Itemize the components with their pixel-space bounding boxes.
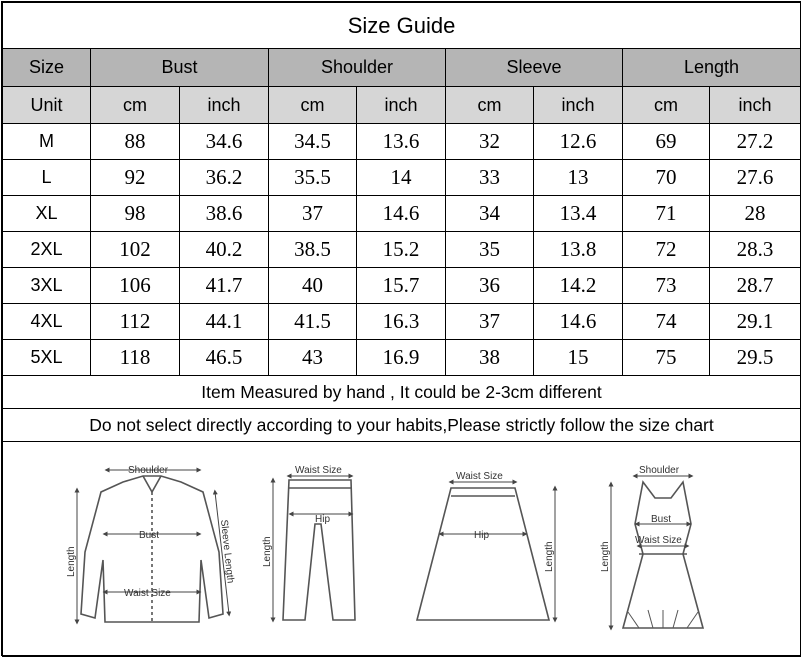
table-cell: 70: [623, 160, 710, 196]
table-cell: 33: [446, 160, 534, 196]
table-cell: 43: [269, 340, 357, 376]
table-cell: 14: [357, 160, 446, 196]
pants-diagram: [273, 476, 355, 620]
advice-note: Do not select directly according to your habits,Please strictly follow the size chart: [3, 409, 801, 442]
table-cell: 44.1: [180, 304, 269, 340]
table-row: [3, 232, 801, 268]
table-cell: 29.1: [710, 304, 801, 340]
diagram-row: [3, 442, 801, 657]
table-cell: 88: [91, 124, 180, 160]
size-label: M: [3, 124, 91, 160]
dress-diagram: [611, 476, 703, 628]
shirt-diagram: [77, 470, 229, 622]
unit-header: Unit: [3, 87, 91, 124]
table-cell: 72: [623, 232, 710, 268]
dress-waist-label: Waist Size: [635, 535, 682, 546]
table-cell: 16.9: [357, 340, 446, 376]
table-cell: 29.5: [710, 340, 801, 376]
skirt-waist-label: Waist Size: [456, 471, 503, 482]
table-cell: 34.5: [269, 124, 357, 160]
table-cell: 106: [91, 268, 180, 304]
table-cell: 27.6: [710, 160, 801, 196]
table-cell: 112: [91, 304, 180, 340]
table-cell: 14.6: [534, 304, 623, 340]
size-label: 5XL: [3, 340, 91, 376]
table-cell: 37: [446, 304, 534, 340]
unit-cell: cm: [623, 87, 710, 124]
diagrams-svg: [3, 442, 801, 656]
table-cell: 27.2: [710, 124, 801, 160]
advice-note-row: [3, 409, 801, 442]
table-cell: 36: [446, 268, 534, 304]
shirt-shoulder-label: Shoulder: [128, 465, 169, 476]
table-cell: 35: [446, 232, 534, 268]
measure-note: Item Measured by hand , It could be 2-3cm different: [3, 376, 801, 409]
measure-note-row: [3, 376, 801, 409]
table-cell: 13.4: [534, 196, 623, 232]
table-cell: 13.8: [534, 232, 623, 268]
pants-length-label: Length: [262, 536, 273, 567]
skirt-hip-label: Hip: [474, 530, 490, 541]
table-cell: 35.5: [269, 160, 357, 196]
table-cell: 13: [534, 160, 623, 196]
table-cell: 102: [91, 232, 180, 268]
unit-cell: cm: [91, 87, 180, 124]
table-cell: 74: [623, 304, 710, 340]
shirt-waist-label: Waist Size: [124, 588, 171, 599]
table-cell: 40: [269, 268, 357, 304]
table-cell: 12.6: [534, 124, 623, 160]
table-cell: 73: [623, 268, 710, 304]
table-cell: 13.6: [357, 124, 446, 160]
table-cell: 75: [623, 340, 710, 376]
sleeve-header: Sleeve: [446, 49, 623, 87]
table-cell: 98: [91, 196, 180, 232]
dress-bust-label: Bust: [651, 514, 672, 525]
page-title: Size Guide: [3, 3, 801, 49]
table-cell: 36.2: [180, 160, 269, 196]
shirt-bust-label: Bust: [139, 530, 160, 541]
table-row: [3, 160, 801, 196]
table-row: [3, 340, 801, 376]
size-label: 3XL: [3, 268, 91, 304]
unit-cell: inch: [710, 87, 801, 124]
table-cell: 34: [446, 196, 534, 232]
table-cell: 28.7: [710, 268, 801, 304]
pants-hip-label: Hip: [315, 514, 331, 525]
table-cell: 69: [623, 124, 710, 160]
table-cell: 37: [269, 196, 357, 232]
header-row: [3, 49, 801, 87]
table-cell: 41.5: [269, 304, 357, 340]
unit-cell: inch: [357, 87, 446, 124]
table-cell: 14.2: [534, 268, 623, 304]
size-label: XL: [3, 196, 91, 232]
table-row: [3, 268, 801, 304]
table-cell: 38: [446, 340, 534, 376]
table-cell: 34.6: [180, 124, 269, 160]
size-label: L: [3, 160, 91, 196]
table-cell: 38.6: [180, 196, 269, 232]
table-cell: 118: [91, 340, 180, 376]
length-header: Length: [623, 49, 801, 87]
bust-header: Bust: [91, 49, 269, 87]
table-cell: 28.3: [710, 232, 801, 268]
table-row: [3, 196, 801, 232]
unit-cell: cm: [269, 87, 357, 124]
size-table: [2, 2, 801, 657]
size-header: Size: [3, 49, 91, 87]
table-cell: 92: [91, 160, 180, 196]
table-cell: 15.7: [357, 268, 446, 304]
unit-cell: cm: [446, 87, 534, 124]
unit-cell: inch: [180, 87, 269, 124]
dress-length-label: Length: [600, 541, 611, 572]
table-cell: 40.2: [180, 232, 269, 268]
unit-cell: inch: [534, 87, 623, 124]
measurement-diagrams: [3, 442, 800, 656]
pants-waist-label: Waist Size: [295, 465, 342, 476]
shirt-length-label: Length: [66, 546, 77, 577]
dress-shoulder-label: Shoulder: [639, 465, 680, 476]
table-cell: 41.7: [180, 268, 269, 304]
diagram-cell: [3, 442, 801, 657]
table-cell: 32: [446, 124, 534, 160]
table-row: [3, 124, 801, 160]
size-guide-sheet: [1, 1, 801, 656]
table-cell: 71: [623, 196, 710, 232]
size-label: 4XL: [3, 304, 91, 340]
table-cell: 46.5: [180, 340, 269, 376]
table-cell: 38.5: [269, 232, 357, 268]
table-cell: 16.3: [357, 304, 446, 340]
shirt-sleeve-label: Sleeve Length: [218, 519, 236, 584]
table-row: [3, 304, 801, 340]
table-cell: 15.2: [357, 232, 446, 268]
table-cell: 14.6: [357, 196, 446, 232]
table-cell: 28: [710, 196, 801, 232]
shoulder-header: Shoulder: [269, 49, 446, 87]
size-label: 2XL: [3, 232, 91, 268]
unit-row: [3, 87, 801, 124]
skirt-diagram: [417, 482, 555, 620]
table-cell: 15: [534, 340, 623, 376]
skirt-length-label: Length: [544, 541, 555, 572]
